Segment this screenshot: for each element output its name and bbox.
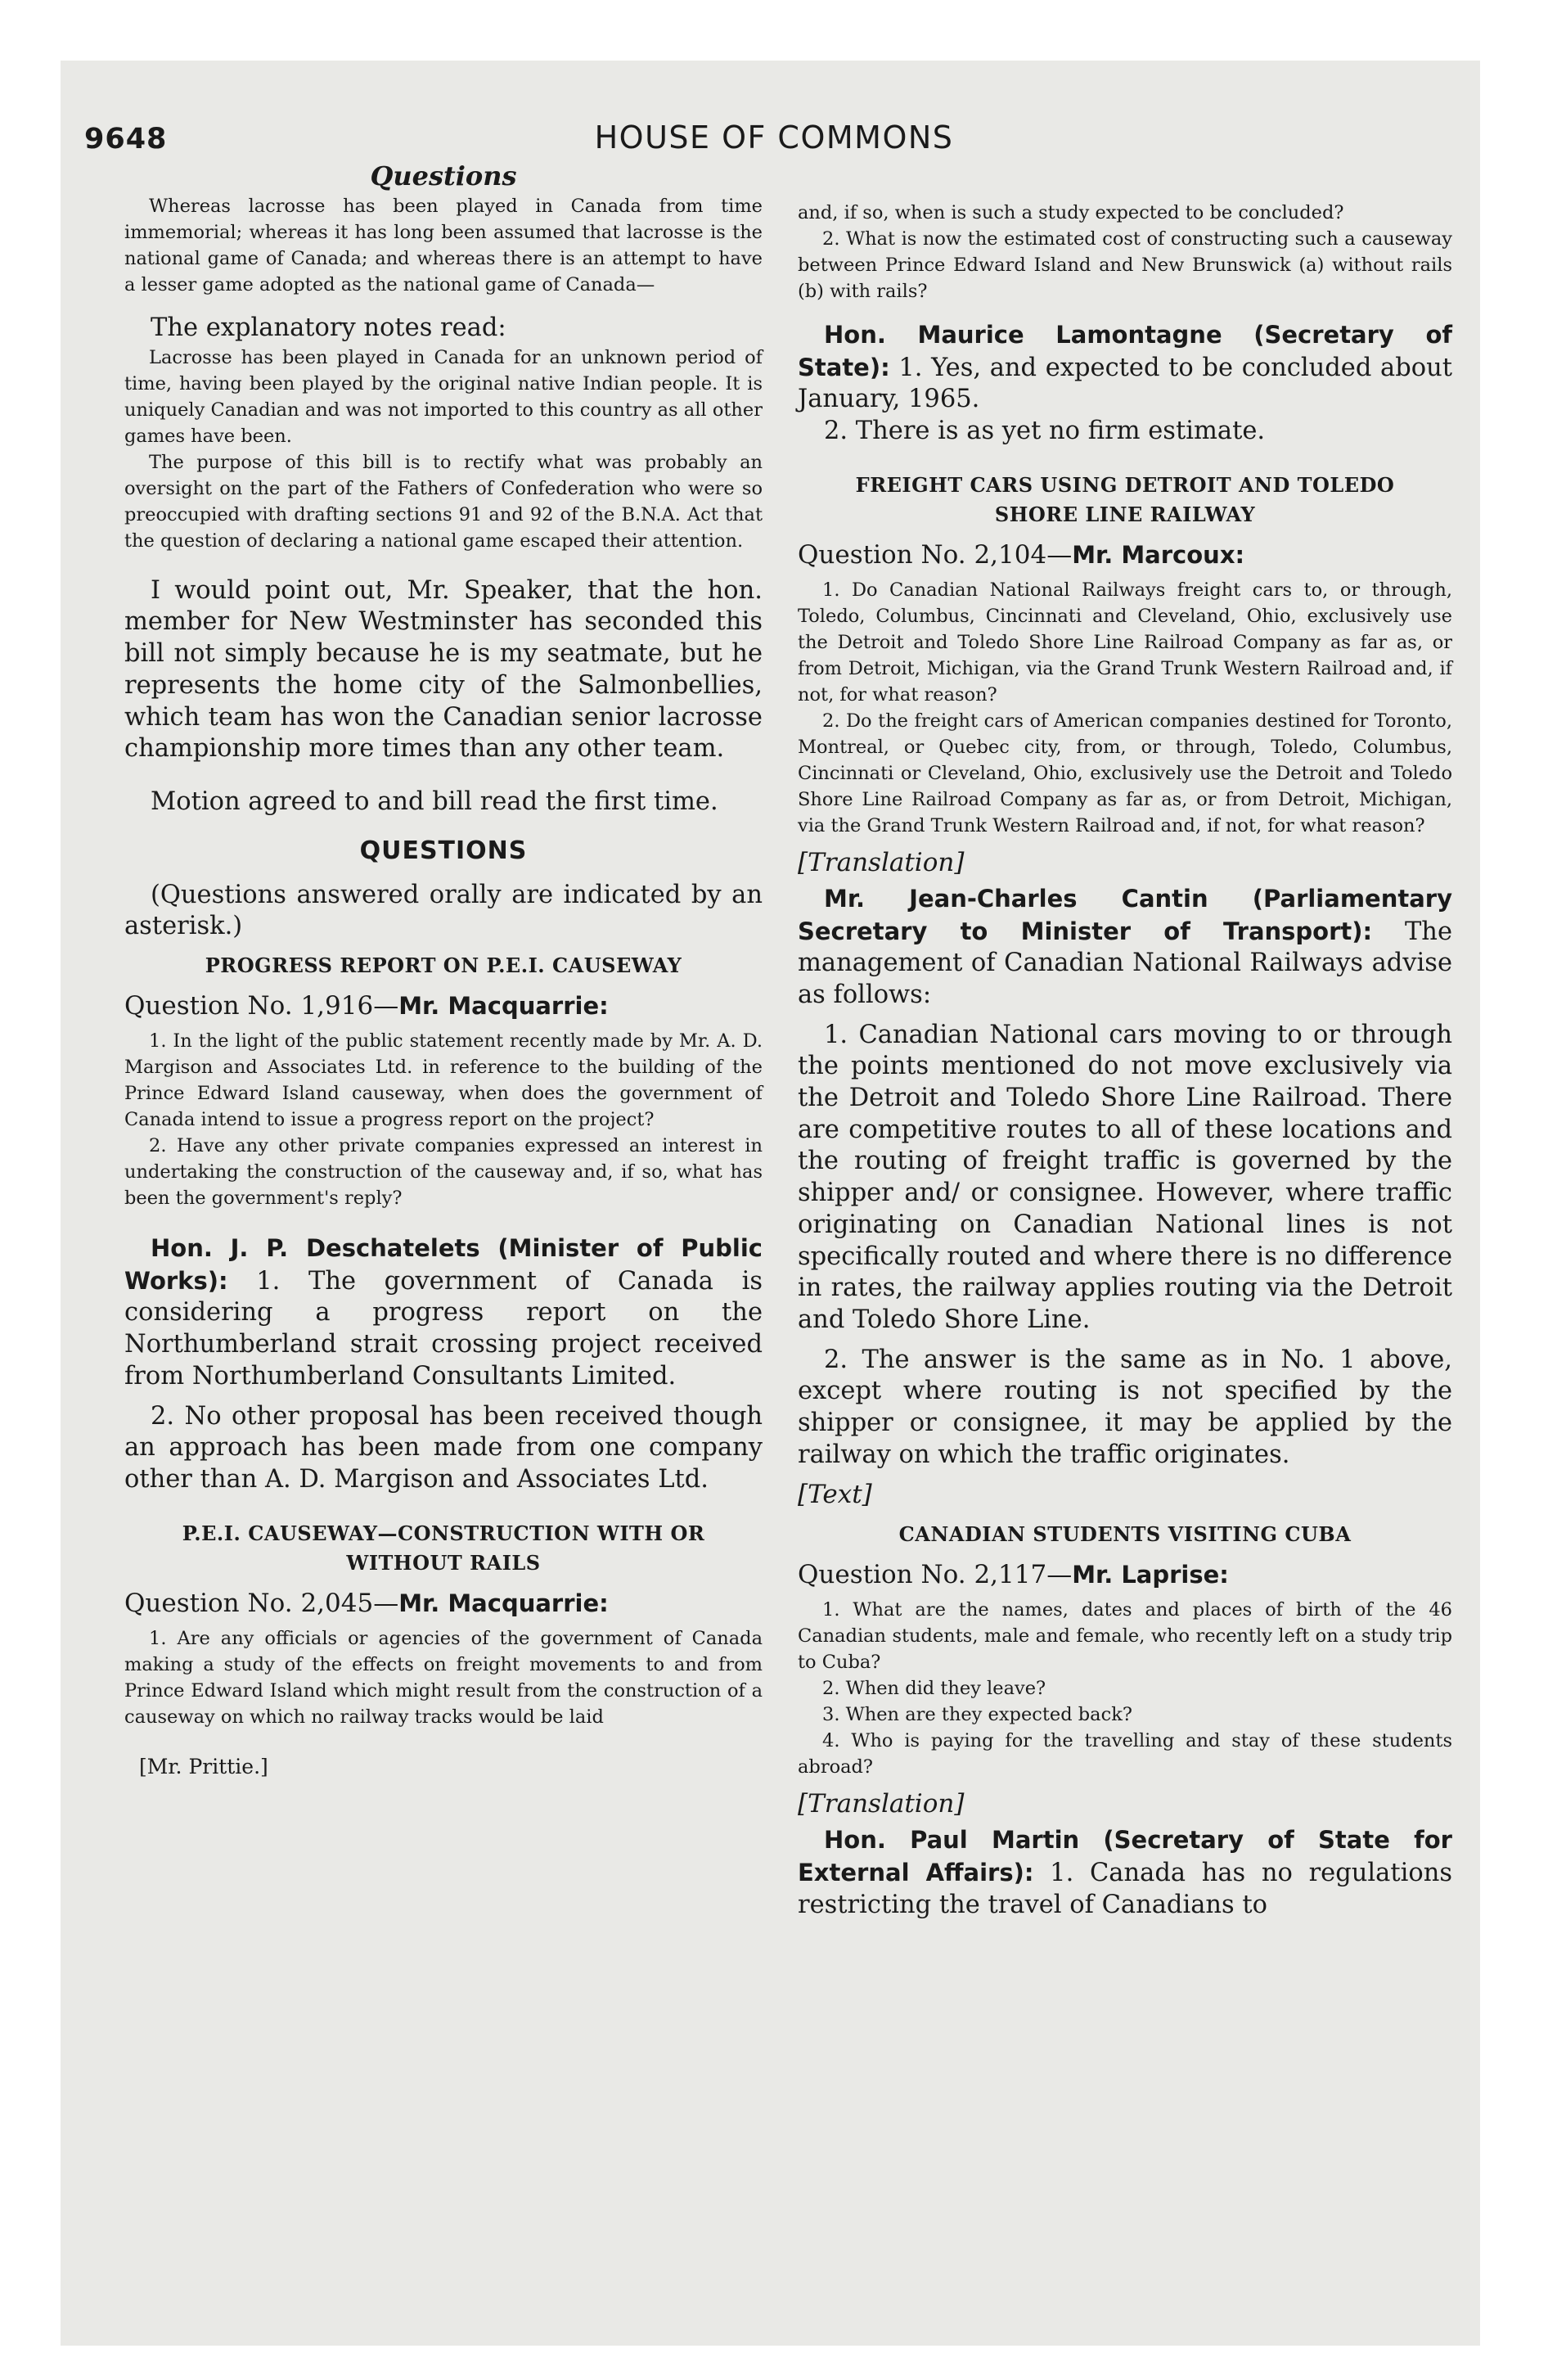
q2117-number: Question No. 2,117—Mr. Laprise: [798,1560,1229,1590]
page-number: 9648 [84,123,168,156]
q2104-answer-1: 1. Canadian National cars moving to or through the points mentioned do not move exclusively via the Detroit and Toledo Shore Line Railroad. There are competitive routes to all of these locations and the routing of freight traffic is governed by the shipper and/ or consignee. However, where traffic originating on Canadian National lines is not specifically routed and where there is no difference in rates, the railway applies routing via the Detroit and Toledo Shore Line. [798,1020,1452,1334]
q1916-item-2: 2. Have any other private companies expressed an interest in undertaking the construction of the causeway and, if so, what has been the government's reply? [124,1135,763,1210]
q2104-number: Question No. 2,104—Mr. Marcoux: [798,539,1245,570]
q2117-item-4: 4. Who is paying for the travelling and stay of these students abroad? [798,1730,1452,1778]
q2045-number: Question No. 2,045—Mr. Macquarrie: [124,1588,609,1618]
explanatory-note-1: Lacrosse has been played in Canada for an unknown period of time, having been played by the original native Indian people. It is uniquely Canadian and was not imported to this country as all other games have been. [124,346,763,447]
q1916-item-1: 1. In the light of the public statement recently made by Mr. A. D. Margison and Associates Ltd. in reference to the building of the Prince Edward Island causeway, when does the government of Canada intend to issue a progress report on the project? [124,1030,763,1131]
left-column [124,154,763,1778]
answer-speaker: Mr. Jean-Charles Cantin (Parliamentary Secretary to Minister of Transport): [798,884,1452,945]
q2117-item-3: 3. When are they expected back? [822,1704,1132,1726]
q2045-answer-2: 2. There is as yet no firm estimate. [824,417,1266,446]
q1916-answer-1: Hon. J. P. Deschatelets (Minister of Public Works): 1. The government of Canada is considering a progress report on the Northumberland strait crossing project received from Northumberland Consultants Limited. [124,1234,763,1391]
questions-heading: QUESTIONS [359,836,528,865]
motion-paragraph: Motion agreed to and bill read the first time. [151,787,718,816]
q2045-item-1-end: and, if so, when is such a study expected to be concluded? [798,202,1344,223]
q2045-item-2: 2. What is now the estimated cost of constructing such a causeway between Prince Edward Island and New Brunswick (a) without rails (b) with rails? [798,228,1452,302]
q2117-heading: CANADIAN STUDENTS VISITING CUBA [898,1522,1352,1547]
q2117-item-2: 2. When did they leave? [822,1678,1046,1700]
explanatory-note-2: The purpose of this bill is to rectify what was probably an oversight on the part of the Fathers of Confederation who were so preoccupied with drafting sections 91 and 92 of the B.N.A. Act that the question of declaring a national game escaped their attention. [124,451,763,552]
translation-label: [Translation] [798,1789,965,1819]
answer-speaker: Hon. Paul Martin (Secretary of State for External Affairs): [798,1826,1452,1887]
text-label: [Text] [798,1480,872,1510]
translation-label: [Translation] [798,847,965,877]
q2104-answer-2: 2. The answer is the same as in No. 1 above, except where routing is not specified by the shipper or consignee, it may be applied by the railway on which the traffic originates. [798,1345,1452,1469]
q1916-heading: PROGRESS REPORT ON P.E.I. CAUSEWAY [205,953,682,978]
footer-attribution: [Mr. Prittie.] [139,1754,268,1778]
q2104-item-2: 2. Do the freight cars of American companies destined for Toronto, Montreal, or Quebec city, from, or through, Toledo, Columbus, Cincinnati or Cleveland, Ohio, exclusively use the Detroit and Toledo Shore Line Railroad Company as far as, or from Detroit, Michigan, via the Grand Trunk Western Railroad and, if not, for what reason? [798,710,1452,836]
right-column [798,154,1452,1922]
q1916-answer-2: 2. No other proposal has been received though an approach has been made from one company other than A. D. Margison and Associates Ltd. [124,1401,763,1494]
answer-speaker: Hon. Maurice Lamontagne (Secretary of State): [798,321,1452,381]
questions-note: (Questions answered orally are indicated by an asterisk.) [124,880,763,941]
q2045-item-1-start: 1. Are any officials or agencies of the government of Canada making a study of the effects on freight movements to and from Prince Edward Island which might result from the construction of a causeway on which no railway tracks would be laid [124,1627,763,1728]
q2045-heading: P.E.I. CAUSEWAY—CONSTRUCTION WITH OR WITHOUT RAILS [182,1521,705,1575]
running-title: HOUSE OF COMMONS [594,119,954,156]
speech-paragraph: I would point out, Mr. Speaker, that the hon. member for New Westminster has seconded this bill not simply because he is my seatmate, but he represents the home city of the Salmonbellies, which team has won the Canadian senior lacrosse championship more times than any other team. [124,575,763,764]
q2117-answer-start: Hon. Paul Martin (Secretary of State for External Affairs): 1. Canada has no regulations restricting the travel of Canadians to [798,1826,1452,1919]
q2117-item-1: 1. What are the names, dates and places of birth of the 46 Canadian students, male and female, who recently left on a study trip to Cuba? [798,1599,1452,1674]
q2045-answer-1: Hon. Maurice Lamontagne (Secretary of State): 1. Yes, and expected to be concluded about January, 1965. [798,321,1453,414]
whereas-paragraph: Whereas lacrosse has been played in Canada from time immemorial; whereas it has long been assumed that lacrosse is the national game of Canada; and whereas there is an attempt to have a lesser game adopted as the national game of Canada— [124,196,763,295]
q2104-answer-intro: Mr. Jean-Charles Cantin (Parliamentary Secretary to Minister of Transport): The management of Canadian National Railways advise as follows: [798,884,1452,1009]
answer-speaker: Hon. J. P. Deschatelets (Minister of Public Works): [124,1234,763,1295]
q1916-number: Question No. 1,916—Mr. Macquarrie: [124,991,609,1021]
section-title: Questions [370,160,517,192]
q2104-heading: FREIGHT CARS USING DETROIT AND TOLEDO SHORE LINE RAILWAY [855,472,1395,526]
explanatory-notes-intro: The explanatory notes read: [151,313,506,342]
q2104-item-1: 1. Do Canadian National Railways freight cars to, or through, Toledo, Columbus, Cincinnati and Cleveland, Ohio, exclusively use the Detroit and Toledo Shore Line Railroad Company as far as, or from Detroit, Michigan, via the Grand Trunk Western Railroad and, if not, for what reason? [798,579,1452,705]
